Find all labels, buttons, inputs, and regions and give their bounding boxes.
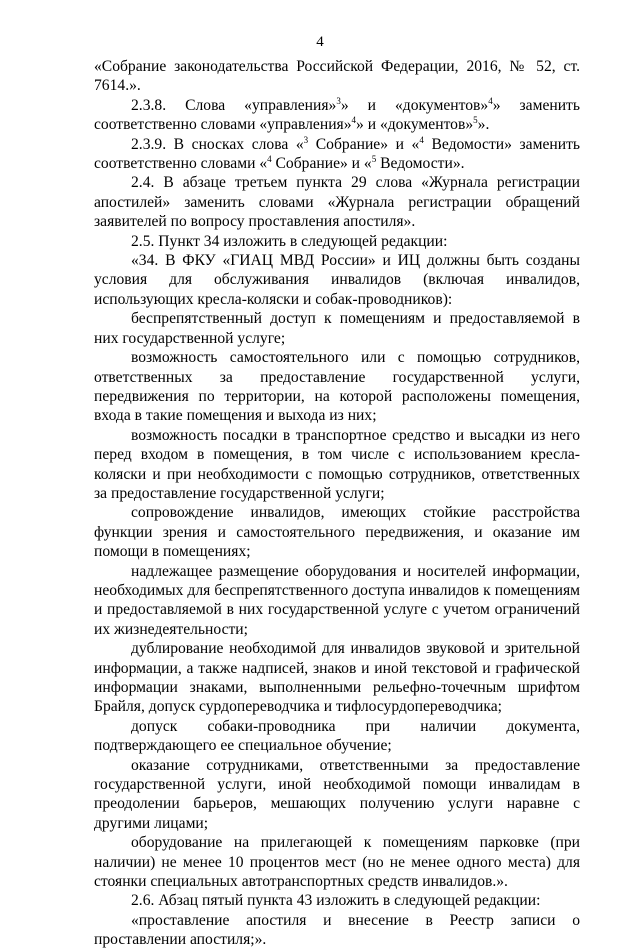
footnote-ref: 3 bbox=[303, 134, 309, 145]
footnote-ref: 5 bbox=[473, 115, 478, 126]
footnote-ref: 4 bbox=[351, 115, 357, 126]
footnote-ref: 3 bbox=[336, 95, 341, 106]
paragraph: надлежащее размещение оборудования и носителей информации, необходимых для беспрепятственного доступа инвалидов к помещениям и предоставляемой в них государственной услуге с учетом ограничений их жизнедеятельности; bbox=[94, 562, 580, 638]
paragraph: дублирование необходимой для инвалидов звуковой и зрительной информации, а также надписей, знаков и иной текстовой и графической информации знаками, выполненными рельефно-точечным шрифтом Брайля, допуск сурдопереводчика и тифлосурдопереводчика; bbox=[94, 640, 580, 716]
paragraph: оказание сотрудниками, ответственными за предоставление государственной услуги, иной необходимой помощи инвалидам в преодолении барьеров, мешающих получению услуги наравне с другими лицами; bbox=[94, 756, 580, 832]
footnote-ref: 4 bbox=[488, 95, 493, 106]
paragraph: возможность самостоятельного или с помощью сотрудников, ответственных за предоставление государственной услуги, передвижения по территории, на которой расположены помещения, входа в такие помещения и выхода из них; bbox=[94, 349, 580, 425]
document-body bbox=[94, 57, 580, 950]
paragraph: «проставление апостиля и внесение в Реестр записи о проставлении апостиля;». bbox=[94, 911, 580, 949]
paragraph: «Собрание законодательства Российской Федерации, 2016, № 52, ст. 7614.». bbox=[94, 58, 580, 95]
paragraph: возможность посадки в транспортное средство и высадки из него перед входом в помещения, в том числе с использованием кресла-коляски и при необходимости с помощью сотрудников, ответственных за предоставление государственной услуги; bbox=[94, 426, 580, 502]
paragraph: 2.6. Абзац пятый пункта 43 изложить в следующей редакции: bbox=[131, 892, 541, 910]
paragraph: 2.5. Пункт 34 изложить в следующей редакции: bbox=[131, 232, 448, 250]
page-number: 4 bbox=[316, 34, 324, 50]
paragraph: «34. В ФКУ «ГИАЦ МВД России» и ИЦ должны быть созданы условия для обслуживания инвалидов (включая инвалидов, использующих кресла-коляски и собак-проводников): bbox=[94, 252, 580, 308]
paragraph: оборудование на прилегающей к помещениям парковке (при наличии) не менее 10 процентов мест (но не менее одного места) для стоянки специальных автотранспортных средств инвалидов.». bbox=[94, 834, 580, 891]
paragraph: беспрепятственный доступ к помещениям и предоставляемой в них государственной услуге; bbox=[94, 310, 580, 347]
paragraph: допуск собаки-проводника при наличии документа, подтверждающего ее специальное обучение; bbox=[94, 717, 580, 755]
footnote-ref: 5 bbox=[371, 154, 377, 165]
paragraph: сопровождение инвалидов, имеющих стойкие расстройства функции зрения и самостоятельного передвижения, и оказание им помощи в помещениях; bbox=[94, 504, 580, 561]
footnote-ref: 4 bbox=[419, 134, 424, 145]
footnote-ref: 4 bbox=[267, 154, 272, 165]
paragraph-with-footnote-refs: 2.3.8. Слова «управления»$^3$» и «документов»$^4$» заменить соответственно словами «управления»$^4$» и «документов»$^5$». bbox=[94, 95, 580, 134]
paragraph-with-footnote-refs: 2.3.9. В сносках слова «$^3$ Собрание» и «$^4$ Ведомости» заменить соответственно словами «$^4$ Собрание» и «$^5$ Ведомости». bbox=[94, 134, 581, 173]
paragraph: 2.4. В абзаце третьем пункта 29 слова «Журнала регистрации апостилей» заменить словами «Журнала регистрации обращений заявителей по вопросу проставления апостиля». bbox=[94, 174, 580, 231]
